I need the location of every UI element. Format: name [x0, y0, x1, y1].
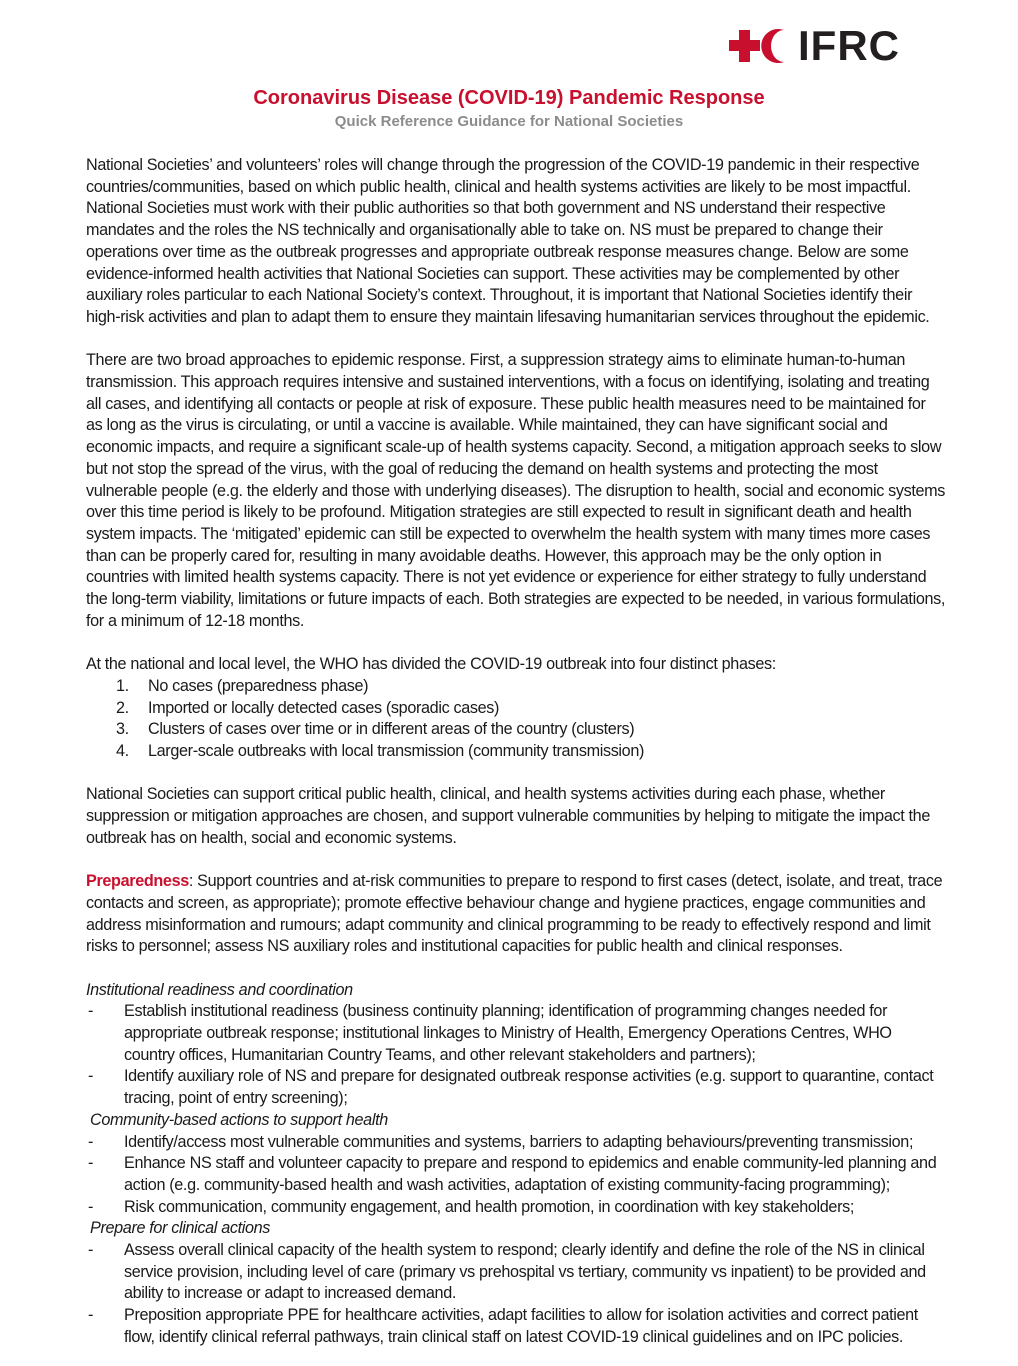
document-body — [86, 155, 946, 1349]
preparedness-label: Preparedness — [86, 872, 189, 891]
list-item — [86, 719, 946, 741]
section-list — [86, 1240, 946, 1349]
phases-intro-paragraph: At the national and local level, the WHO has divided the COVID-19 outbreak into four distinct phases: — [86, 655, 776, 674]
list-item-text: Enhance NS staff and volunteer capacity to prepare and respond to epidemics and enable community-led planning and action (e.g. community-based health and wash activities, adaptation of existing community-facing programming); — [124, 1154, 937, 1194]
red-cross-crescent-icon — [728, 26, 790, 66]
list-item-text: Establish institutional readiness (business continuity planning; identification of programming changes needed for appropriate outbreak response; institutional linkages to Ministry of Health, Emergency Operations Centres, WHO country offices, Humanitarian Country Teams, and other relevant stakeholders and partners); — [124, 1002, 892, 1064]
phases-list — [86, 676, 946, 763]
list-item — [86, 741, 946, 763]
list-bullet: - — [88, 1306, 94, 1325]
page-title: Coronavirus Disease (COVID-19) Pandemic Response — [253, 87, 765, 109]
list-item — [86, 676, 946, 698]
list-item — [86, 1132, 946, 1154]
list-item-text: Imported or locally detected cases (sporadic cases) — [148, 698, 500, 717]
section-heading: Prepare for clinical actions — [90, 1219, 271, 1238]
list-item-text: Identify/access most vulnerable communities and systems, barriers to adapting behaviours/preventing transmission; — [124, 1132, 914, 1151]
preparedness-paragraph — [86, 871, 946, 958]
page-subtitle: Quick Reference Guidance for National Societies — [334, 113, 684, 130]
list-item-text: Clusters of cases over time or in different areas of the country (clusters) — [148, 720, 635, 739]
approaches-paragraph: There are two broad approaches to epidemic response. First, a suppression strategy aims to eliminate human-to-human transmission. This approach requires intensive and sustained interventions, with a focus on identifying, isolating and treating all cases, and identifying all contacts or people at risk of exposure. These public health measures need to be maintained for as long as the virus is circulating, or until a vaccine is available. While maintained, they can have significant social and economic impacts, and require a significant scale-up of health systems capacity. Second, a mitigation approach seeks to slow but not stop the spread of the virus, with the goal of reducing the demand on health systems and protecting the most vulnerable people (e.g. the elderly and those with underlying diseases). The disruption to health, social and economic systems over this time period is likely to be profound. Mitigation strategies are still expected to result in significant death and health system impacts. The ‘mitigated’ epidemic can still be expected to overwhelm the health system with many times more cases than can be properly cared for, resulting in many avoidable deaths. However, this approach may be the only option in countries with limited health systems capacity. There is not yet evidence or experience for either strategy to fully understand the long-term viability, limitations or future impacts of each. Both strategies are expected to be needed, in various formulations, for a minimum of 12-18 months. — [86, 351, 946, 630]
section-list — [86, 1132, 946, 1219]
list-item — [86, 1197, 946, 1219]
list-bullet: - — [88, 1197, 94, 1216]
list-bullet: - — [88, 1241, 94, 1260]
list-item-number: 2. — [116, 698, 129, 717]
list-bullet: - — [88, 1132, 94, 1151]
preparedness-text: : Support countries and at-risk communities to prepare to respond to first cases (detect, isolate, and treat, trace contacts and screen, as appropriate); promote effective behaviour change and hygiene practices, engage communities and address misinformation and rumours; adapt community and clinical programming to be ready to effectively respond and limit risks to personnel; assess NS auxiliary roles and institutional capacities for public health and clinical responses. — [86, 872, 943, 956]
list-item — [86, 1240, 946, 1305]
list-item-text: Identify auxiliary role of NS and prepare for designated outbreak response activities (e.g. support to quarantine, contact tracing, point of entry screening); — [124, 1067, 934, 1108]
logo-text: IFRC — [798, 22, 900, 69]
list-item-text: Assess overall clinical capacity of the health system to respond; clearly identify and define the role of the NS in clinical service provision, including level of care (primary vs prehospital vs tertiary, community vs inpatient) to be provided and ability to increase or adapt to increased demand. — [124, 1241, 926, 1303]
section-heading: Institutional readiness and coordination — [86, 980, 353, 999]
list-item-number: 3. — [116, 720, 129, 739]
intro-paragraph: National Societies’ and volunteers’ roles will change through the progression of the COVID-19 pandemic in their respective countries/communities, based on which public health, clinical and health systems activities are likely to be most impactful. National Societies must work with their public authorities so that both government and NS understand their respective mandates and the roles the NS technically and organisationally able to take on. NS must be prepared to change their operations over time as the outbreak progresses and appropriate outbreak response measures change. Below are some evidence-informed health activities that National Societies can support. These activities may be complemented by other auxiliary roles particular to each National Society’s context. Throughout, it is important that National Societies identify their high-risk activities and plan to adapt them to ensure they maintain lifesaving humanitarian services throughout the epidemic. — [86, 156, 930, 326]
list-bullet: - — [88, 1067, 94, 1086]
list-item — [86, 1066, 946, 1109]
list-item — [86, 1001, 946, 1066]
list-item-number: 1. — [116, 676, 129, 695]
list-item — [86, 1305, 946, 1348]
list-item — [86, 698, 946, 720]
support-paragraph: National Societies can support critical public health, clinical, and health systems activities during each phase, whether suppression or mitigation approaches are chosen, and support vulnerable communities by helping to mitigate the impact the outbreak has on health, social and economic systems. — [86, 785, 930, 847]
section-heading: Community-based actions to support health — [90, 1110, 388, 1129]
list-item-text: Risk communication, community engagement, and health promotion, in coordination with key stakeholders; — [124, 1197, 855, 1216]
list-item-text: Larger-scale outbreaks with local transmission (community transmission) — [148, 741, 645, 760]
section-list — [86, 1001, 946, 1110]
list-bullet: - — [88, 1154, 94, 1173]
ifrc-logo — [728, 22, 900, 69]
list-item — [86, 1153, 946, 1196]
list-item-text: No cases (preparedness phase) — [148, 676, 369, 695]
list-bullet: - — [88, 1002, 94, 1021]
list-item-text: Preposition appropriate PPE for healthcare activities, adapt facilities to allow for isolation activities and correct patient flow, identify clinical referral pathways, train clinical staff on latest COVID-19 clinical guidelines and on IPC policies. — [124, 1306, 918, 1346]
list-item-number: 4. — [116, 741, 129, 760]
